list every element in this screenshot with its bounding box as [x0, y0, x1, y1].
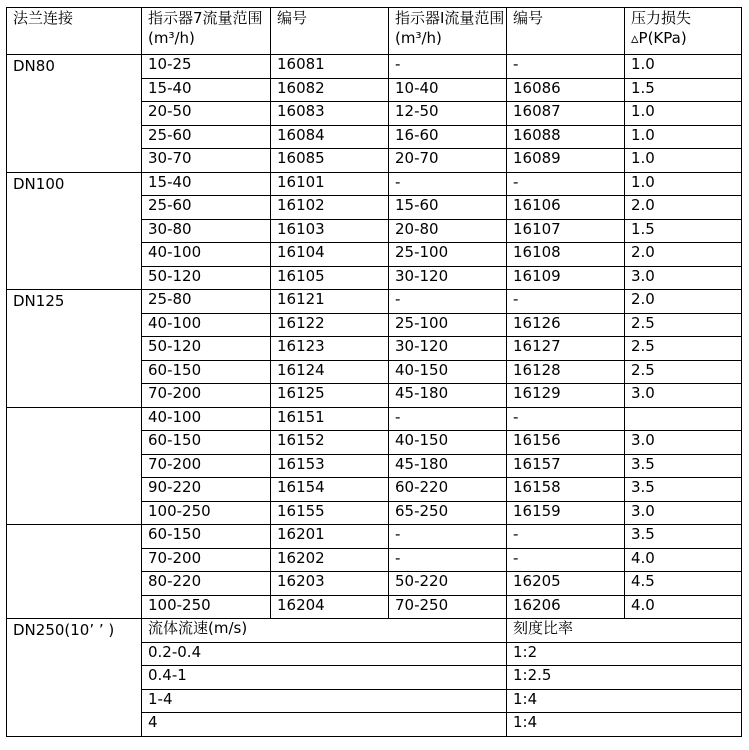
range-7-cell: 100-250: [142, 595, 271, 619]
range-7-cell: 50-120: [142, 266, 271, 290]
range-i-cell: 25-100: [389, 243, 507, 267]
code-7-cell: 16103: [271, 219, 389, 243]
group-label: DN80: [7, 55, 142, 173]
code-7-cell: 16101: [271, 172, 389, 196]
code-i-cell: 16157: [507, 454, 625, 478]
range-i-cell: -: [389, 172, 507, 196]
code-i-cell: 16109: [507, 266, 625, 290]
code-7-cell: 16083: [271, 102, 389, 126]
range-7-cell: 25-80: [142, 290, 271, 314]
range-i-cell: -: [389, 548, 507, 572]
header-range-i: 指示器I流量范围(m³/h): [389, 8, 507, 55]
header-pressure-loss: 压力损失▵P(KPa): [625, 8, 742, 55]
range-i-cell: -: [389, 525, 507, 549]
pressure-loss-cell: 1.0: [625, 125, 742, 149]
code-i-cell: 16205: [507, 572, 625, 596]
pressure-loss-cell: 3.5: [625, 454, 742, 478]
range-7-cell: 25-60: [142, 196, 271, 220]
pressure-loss-cell: 2.5: [625, 337, 742, 361]
pressure-loss-cell: 1.0: [625, 55, 742, 79]
code-i-cell: -: [507, 290, 625, 314]
code-i-cell: -: [507, 548, 625, 572]
table-row: [7, 55, 742, 79]
group-label: [7, 525, 142, 619]
range-7-cell: 60-150: [142, 525, 271, 549]
code-i-cell: 16087: [507, 102, 625, 126]
ratio-cell: 1:2: [507, 642, 742, 666]
range-7-cell: 50-120: [142, 337, 271, 361]
code-7-cell: 16152: [271, 431, 389, 455]
range-7-cell: 70-200: [142, 454, 271, 478]
code-7-cell: 16201: [271, 525, 389, 549]
code-i-cell: 16108: [507, 243, 625, 267]
pressure-loss-cell: 2.5: [625, 360, 742, 384]
code-7-cell: 16204: [271, 595, 389, 619]
pressure-loss-cell: 3.5: [625, 478, 742, 502]
range-i-cell: -: [389, 55, 507, 79]
range-7-cell: 60-150: [142, 431, 271, 455]
table-row: [7, 172, 742, 196]
range-7-cell: 15-40: [142, 78, 271, 102]
code-7-cell: 16082: [271, 78, 389, 102]
range-i-cell: 10-40: [389, 78, 507, 102]
range-i-cell: 15-60: [389, 196, 507, 220]
range-i-cell: 65-250: [389, 501, 507, 525]
code-7-cell: 16084: [271, 125, 389, 149]
code-i-cell: -: [507, 525, 625, 549]
ratio-header: 刻度比率: [507, 619, 742, 643]
range-i-cell: 30-120: [389, 337, 507, 361]
velocity-group-label: DN250(10’ ’ ): [7, 619, 142, 737]
code-i-cell: 16088: [507, 125, 625, 149]
range-7-cell: 10-25: [142, 55, 271, 79]
header-code-i: 编号: [507, 8, 625, 55]
range-7-cell: 30-70: [142, 149, 271, 173]
code-7-cell: 16155: [271, 501, 389, 525]
range-i-cell: 50-220: [389, 572, 507, 596]
range-i-cell: -: [389, 290, 507, 314]
range-i-cell: 16-60: [389, 125, 507, 149]
range-i-cell: 45-180: [389, 384, 507, 408]
code-7-cell: 16081: [271, 55, 389, 79]
code-i-cell: 16086: [507, 78, 625, 102]
range-7-cell: 40-100: [142, 243, 271, 267]
pressure-loss-cell: 2.5: [625, 313, 742, 337]
ratio-cell: 1:4: [507, 689, 742, 713]
velocity-cell: 0.2-0.4: [142, 642, 507, 666]
pressure-loss-cell: 3.0: [625, 384, 742, 408]
code-7-cell: 16121: [271, 290, 389, 314]
group-label: DN100: [7, 172, 142, 290]
code-7-cell: 16123: [271, 337, 389, 361]
range-7-cell: 80-220: [142, 572, 271, 596]
range-7-cell: 15-40: [142, 172, 271, 196]
range-i-cell: 20-70: [389, 149, 507, 173]
code-7-cell: 16203: [271, 572, 389, 596]
velocity-cell: 4: [142, 713, 507, 737]
pressure-loss-cell: 1.5: [625, 78, 742, 102]
velocity-header: 流体流速(m/s): [142, 619, 507, 643]
code-i-cell: -: [507, 407, 625, 431]
code-i-cell: 16206: [507, 595, 625, 619]
velocity-header-row: [7, 619, 742, 643]
velocity-cell: 0.4-1: [142, 666, 507, 690]
code-7-cell: 16151: [271, 407, 389, 431]
pressure-loss-cell: 4.0: [625, 595, 742, 619]
pressure-loss-cell: 3.0: [625, 431, 742, 455]
code-7-cell: 16085: [271, 149, 389, 173]
range-i-cell: 45-180: [389, 454, 507, 478]
code-i-cell: 16107: [507, 219, 625, 243]
pressure-loss-cell: 2.0: [625, 290, 742, 314]
range-7-cell: 90-220: [142, 478, 271, 502]
code-i-cell: 16128: [507, 360, 625, 384]
code-i-cell: 16159: [507, 501, 625, 525]
table-body: [7, 8, 742, 737]
code-7-cell: 16122: [271, 313, 389, 337]
range-i-cell: 25-100: [389, 313, 507, 337]
code-i-cell: 16129: [507, 384, 625, 408]
ratio-cell: 1:2.5: [507, 666, 742, 690]
range-i-cell: 40-150: [389, 431, 507, 455]
header-range-7: 指示器7流量范围(m³/h): [142, 8, 271, 55]
range-7-cell: 25-60: [142, 125, 271, 149]
range-i-cell: 12-50: [389, 102, 507, 126]
group-label: DN125: [7, 290, 142, 408]
velocity-cell: 1-4: [142, 689, 507, 713]
header-code-7: 编号: [271, 8, 389, 55]
pressure-loss-cell: 3.0: [625, 266, 742, 290]
code-i-cell: -: [507, 55, 625, 79]
code-i-cell: 16156: [507, 431, 625, 455]
range-i-cell: 70-250: [389, 595, 507, 619]
range-i-cell: 40-150: [389, 360, 507, 384]
range-7-cell: 70-200: [142, 548, 271, 572]
pressure-loss-cell: 3.0: [625, 501, 742, 525]
code-7-cell: 16102: [271, 196, 389, 220]
pressure-loss-cell: 1.0: [625, 102, 742, 126]
pressure-loss-cell: 1.5: [625, 219, 742, 243]
code-i-cell: -: [507, 172, 625, 196]
range-i-cell: -: [389, 407, 507, 431]
pressure-loss-cell: 4.0: [625, 548, 742, 572]
code-7-cell: 16125: [271, 384, 389, 408]
table-row: [7, 407, 742, 431]
table-row: [7, 525, 742, 549]
range-7-cell: 30-80: [142, 219, 271, 243]
pressure-loss-cell: 2.0: [625, 243, 742, 267]
flow-meter-spec-table: [6, 7, 742, 737]
header-row: [7, 8, 742, 55]
pressure-loss-cell: 4.5: [625, 572, 742, 596]
code-i-cell: 16106: [507, 196, 625, 220]
code-i-cell: 16126: [507, 313, 625, 337]
code-7-cell: 16153: [271, 454, 389, 478]
code-7-cell: 16124: [271, 360, 389, 384]
code-i-cell: 16127: [507, 337, 625, 361]
range-7-cell: 70-200: [142, 384, 271, 408]
code-i-cell: 16158: [507, 478, 625, 502]
ratio-cell: 1:4: [507, 713, 742, 737]
group-label: [7, 407, 142, 525]
range-7-cell: 40-100: [142, 313, 271, 337]
range-i-cell: 20-80: [389, 219, 507, 243]
pressure-loss-cell: 1.0: [625, 172, 742, 196]
header-connection: 法兰连接: [7, 8, 142, 55]
range-i-cell: 30-120: [389, 266, 507, 290]
range-i-cell: 60-220: [389, 478, 507, 502]
code-7-cell: 16104: [271, 243, 389, 267]
code-7-cell: 16105: [271, 266, 389, 290]
range-7-cell: 100-250: [142, 501, 271, 525]
range-7-cell: 60-150: [142, 360, 271, 384]
range-7-cell: 40-100: [142, 407, 271, 431]
code-7-cell: 16202: [271, 548, 389, 572]
pressure-loss-cell: 1.0: [625, 149, 742, 173]
pressure-loss-cell: 3.5: [625, 525, 742, 549]
pressure-loss-cell: [625, 407, 742, 431]
table-row: [7, 290, 742, 314]
pressure-loss-cell: 2.0: [625, 196, 742, 220]
code-7-cell: 16154: [271, 478, 389, 502]
code-i-cell: 16089: [507, 149, 625, 173]
range-7-cell: 20-50: [142, 102, 271, 126]
